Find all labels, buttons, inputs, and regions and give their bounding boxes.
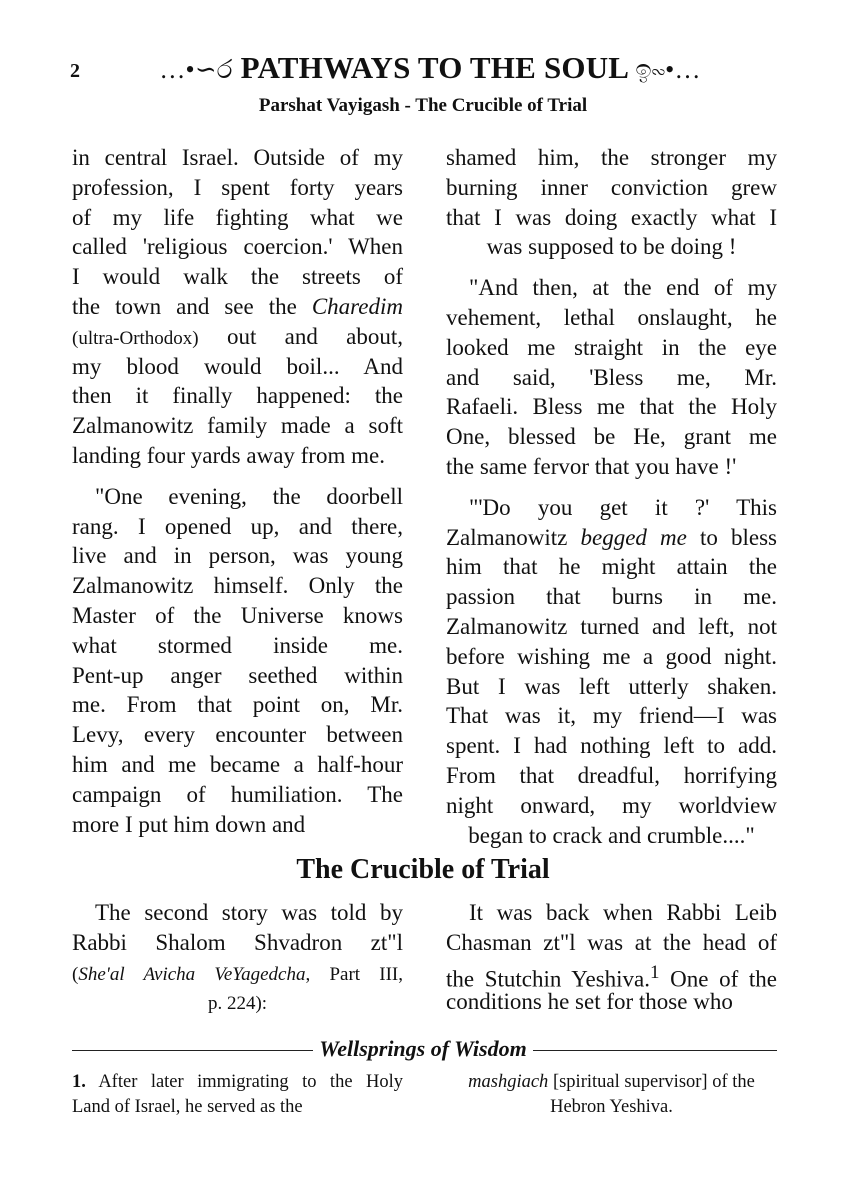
text-segment: It was back when Rabbi Leib <box>446 900 777 925</box>
text-line <box>72 322 403 352</box>
text-segment: "One evening, the doorbell <box>72 483 403 509</box>
text-segment: Zalmanowitz turned and left, not <box>446 613 777 639</box>
text-segment: From that dreadful, horrifying <box>446 762 777 788</box>
text-segment: the same fervor that you have !' <box>446 453 737 479</box>
text-line <box>446 701 777 731</box>
text-segment: passion that burns in me. <box>446 584 777 610</box>
text-line <box>72 720 403 750</box>
text-segment: The second story was told by <box>72 900 403 925</box>
text-line <box>72 352 403 382</box>
ornament-left-icon: …•∽ර <box>159 55 233 84</box>
text-segment: rang. I opened up, and there, <box>72 513 403 539</box>
text-segment: (ultra-Orthodox) <box>72 327 199 349</box>
text-segment: Zalmanowitz himself. Only the <box>72 573 403 599</box>
text-segment: 1 <box>650 961 660 983</box>
text-line <box>72 173 403 203</box>
text-segment: Zalmanowitz <box>446 524 581 550</box>
text-line <box>446 928 777 958</box>
text-line <box>446 143 777 173</box>
column-right-bottom <box>446 898 777 1017</box>
text-line <box>446 731 777 761</box>
text-line <box>72 1095 403 1120</box>
text-segment: "And then, at the end of my <box>446 275 777 301</box>
text-segment: Rabbi Shalom Shvadron zt"l <box>72 929 403 955</box>
text-segment: what stormed inside me. <box>72 632 403 658</box>
text-line <box>446 303 777 333</box>
text-segment: in central Israel. Outside of my <box>72 145 403 170</box>
text-segment: One of the <box>659 966 778 992</box>
text-segment: called 'religious coercion.' When <box>72 234 403 260</box>
text-line <box>446 612 777 642</box>
text-segment: ( <box>72 963 79 985</box>
text-segment: Land of Israel, he served as the <box>72 1097 303 1117</box>
text-line <box>446 1070 777 1095</box>
text-line <box>446 363 777 393</box>
text-segment: to bless <box>686 524 777 550</box>
text-segment: more I put him down and <box>72 811 306 837</box>
text-line <box>72 571 403 601</box>
text-segment: vehement, lethal onslaught, he <box>446 304 777 330</box>
text-segment: that I was doing exactly what I <box>446 204 777 230</box>
paragraph <box>72 482 403 840</box>
text-segment: was supposed to be doing ! <box>486 234 737 260</box>
paragraph <box>72 898 403 1017</box>
text-segment: Levy, every encounter between <box>72 722 403 748</box>
text-segment: landing four yards away from me. <box>72 442 385 468</box>
text-segment: [spiritual supervisor] of the <box>548 1072 755 1092</box>
text-line <box>72 411 403 441</box>
ornament-right-icon: ඉ∾•… <box>635 55 701 84</box>
text-segment: , Part III, <box>305 963 403 985</box>
text-segment: before wishing me a good night. <box>446 643 777 669</box>
paragraph <box>446 493 777 851</box>
text-line <box>446 422 777 452</box>
text-line <box>72 661 403 691</box>
text-segment: and said, 'Bless me, Mr. <box>446 364 777 390</box>
text-line <box>72 203 403 233</box>
footnote-left <box>72 1070 403 1120</box>
footnote-right <box>446 1070 777 1120</box>
text-segment: burning inner conviction grew <box>446 174 777 200</box>
text-line <box>446 552 777 582</box>
text-segment: began to crack and crumble...." <box>468 822 755 848</box>
column-left-top <box>72 143 403 839</box>
italic-text: begged me <box>580 524 687 550</box>
text-line <box>72 512 403 542</box>
text-segment: campaign of humiliation. The <box>72 781 403 807</box>
text-segment: Chasman zt"l was at the head of <box>446 929 777 955</box>
text-segment: conditions he set for those who <box>446 989 733 1015</box>
text-line <box>72 780 403 810</box>
text-line <box>446 821 777 851</box>
text-line <box>446 493 777 523</box>
text-segment: Rafaeli. Bless me that the Holy <box>446 394 777 420</box>
column-right-top <box>446 143 777 850</box>
text-line <box>446 333 777 363</box>
text-segment: Pent-up anger seethed within <box>72 662 403 688</box>
text-line <box>72 987 403 1017</box>
text-segment: I would walk the streets of <box>72 264 403 290</box>
text-line <box>446 273 777 303</box>
text-segment: Master of the Universe knows <box>72 602 403 628</box>
text-segment: Zalmanowitz family made a soft <box>72 413 403 439</box>
text-segment: After later immigrating to the Holy <box>85 1072 403 1092</box>
section-heading: The Crucible of Trial <box>296 854 550 885</box>
text-segment: That was it, my friend—I was <box>446 703 777 729</box>
text-line <box>72 541 403 571</box>
text-segment: p. 224): <box>207 993 268 1015</box>
text-line <box>72 810 403 840</box>
text-segment: my blood would boil... And <box>72 353 403 379</box>
text-line <box>446 232 777 262</box>
text-segment: looked me straight in the eye <box>446 334 777 360</box>
text-segment: "'Do you get it ?' This <box>446 494 777 520</box>
text-segment: profession, I spent forty years <box>72 174 403 200</box>
text-line <box>72 292 403 322</box>
text-segment: live and in person, was young <box>72 543 403 569</box>
text-segment: out and about, <box>198 323 403 349</box>
text-line <box>446 672 777 702</box>
paragraph <box>446 898 777 1017</box>
text-line <box>446 642 777 672</box>
column-left-bottom <box>72 898 403 1017</box>
text-line <box>72 1070 403 1095</box>
running-header <box>130 50 730 86</box>
text-segment: me. From that point on, Mr. <box>72 692 403 718</box>
text-line <box>446 173 777 203</box>
text-segment: But I was left utterly shaken. <box>446 673 777 699</box>
text-line <box>446 452 777 482</box>
text-line <box>72 631 403 661</box>
text-segment: the Stutchin Yeshiva. <box>446 966 651 992</box>
text-line <box>72 441 403 471</box>
italic-text: mashgiach <box>468 1072 549 1092</box>
paragraph <box>446 273 777 482</box>
text-segment: spent. I had nothing left to add. <box>446 733 777 759</box>
text-line <box>72 750 403 780</box>
text-segment: him that he might attain the <box>446 554 777 580</box>
text-line <box>72 601 403 631</box>
footnote-banner <box>0 1036 846 1062</box>
text-line <box>446 392 777 422</box>
page-number: 2 <box>70 60 80 82</box>
italic-text: Charedim <box>311 293 403 319</box>
paragraph <box>446 143 777 262</box>
text-line <box>446 958 778 992</box>
text-segment: shamed him, the stronger my <box>446 145 777 170</box>
text-line <box>446 1095 777 1120</box>
text-line <box>446 761 777 791</box>
book-title: PATHWAYS TO THE SOUL <box>240 50 628 85</box>
chapter-subtitle: Parshat Vayigash - The Crucible of Trial <box>258 95 588 116</box>
text-line <box>446 987 777 1017</box>
text-line <box>72 232 403 262</box>
text-line <box>72 690 403 720</box>
text-segment: night onward, my worldview <box>446 792 777 818</box>
text-line <box>72 262 403 292</box>
text-line <box>446 203 777 233</box>
text-segment: the town and see the <box>72 293 312 319</box>
text-line <box>72 928 403 958</box>
text-segment: Hebron Yeshiva. <box>550 1097 673 1117</box>
text-segment: One, blessed be He, grant me <box>446 424 777 450</box>
text-line <box>446 898 777 928</box>
text-line <box>72 381 403 411</box>
text-line <box>72 958 403 988</box>
footnote-banner-text: Wellsprings of Wisdom <box>313 1036 532 1061</box>
text-line <box>446 523 777 553</box>
text-segment: 1. <box>72 1072 86 1092</box>
text-segment: of my life fighting what we <box>72 204 403 230</box>
text-line <box>446 791 777 821</box>
text-segment: then it finally happened: the <box>72 383 403 409</box>
italic-text: She'al Avicha VeYagedcha <box>78 963 306 985</box>
text-line <box>72 143 403 173</box>
text-line <box>72 482 403 512</box>
text-segment: him and me became a half-hour <box>72 751 403 777</box>
paragraph <box>72 143 403 471</box>
text-line <box>72 898 403 928</box>
text-line <box>446 582 777 612</box>
